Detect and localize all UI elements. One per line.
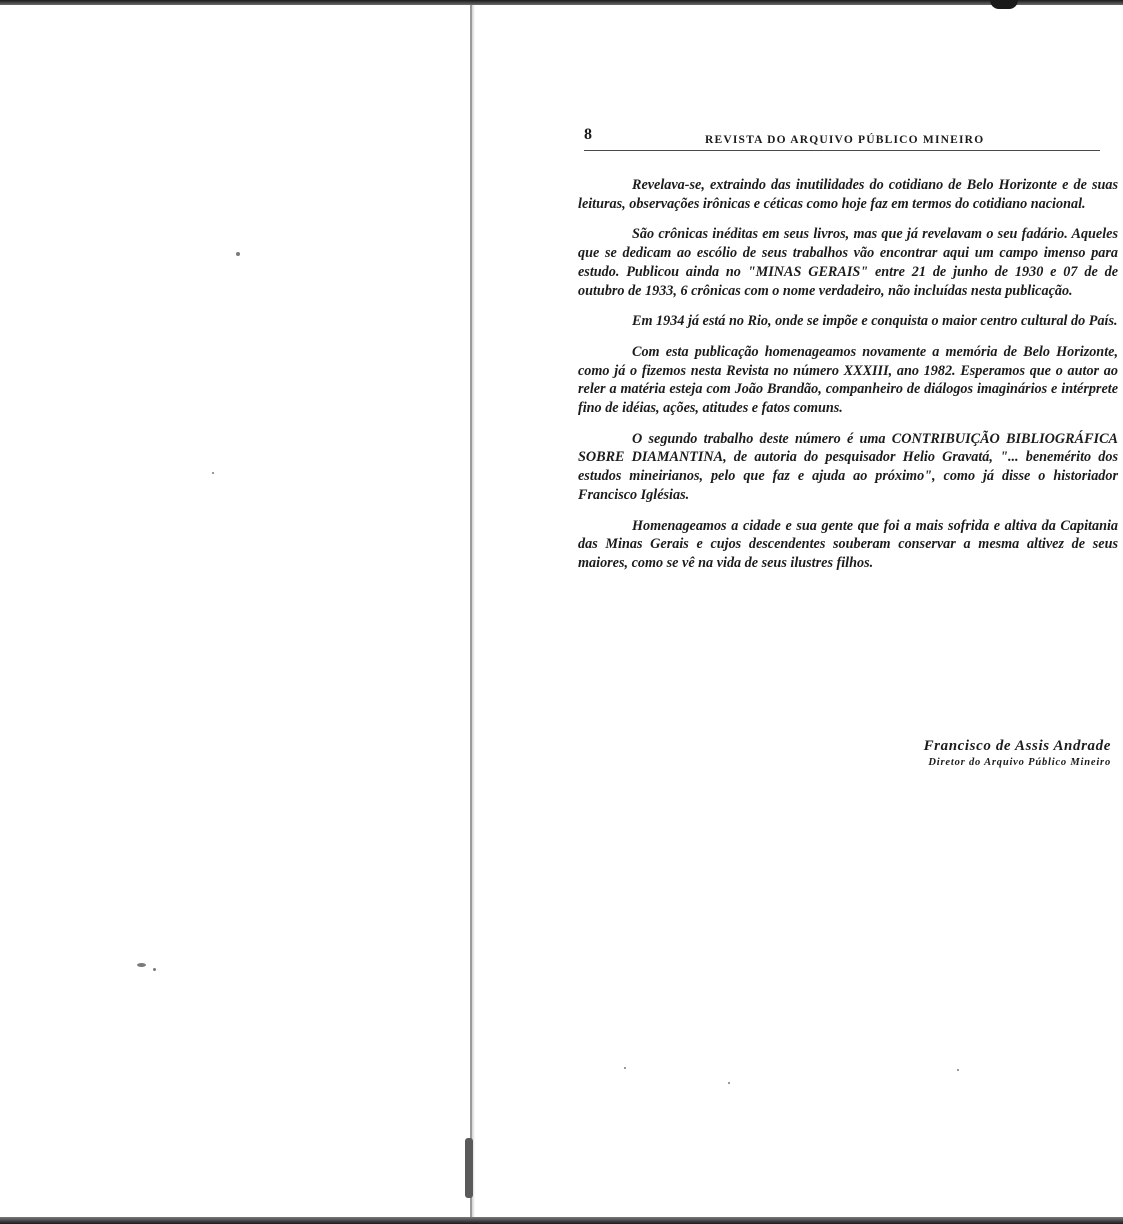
- running-head: [584, 126, 1100, 152]
- dust-speck: [728, 1082, 730, 1084]
- paragraph: Revelava-se, extraindo das inutilidades do cotidiano de Belo Horizonte e de suas leituras, observações irônicas e céticas como hoje faz em termos do cotidiano nacional.: [578, 177, 1118, 212]
- page-number: 8: [584, 126, 592, 143]
- paragraph: O segundo trabalho deste número é uma CONTRIBUIÇÃO BIBLIOGRÁFICA SOBRE DIAMANTINA, de autoria do pesquisador Helio Gravatá, "... benemérito dos estudos mineirianos, pelo que faz e ajuda ao próximo", como já disse o historiador Francisco Iglésias.: [578, 430, 1118, 503]
- dust-speck: [624, 1067, 626, 1069]
- paragraph: São crônicas inéditas em seus livros, mas que já revelavam o seu fadário. Aqueles que se dedicam ao escólio de seus trabalhos vão encontrar aqui um campo imenso para estudo. Publicou ainda no "MINAS GERAIS" entre 21 de junho de 1930 e 07 de de outubro de 1933, 6 crônicas com o nome verdadeiro, não incluídas nesta publicação.: [578, 226, 1118, 299]
- paragraph: Em 1934 já está no Rio, onde se impõe e conquista o maior centro cultural do País.: [632, 313, 1118, 330]
- dust-speck: [153, 968, 156, 971]
- top-scan-edge: [0, 0, 1123, 5]
- gutter-shadow: [472, 5, 475, 1217]
- paragraph: Homenageamos a cidade e sua gente que foi a mais sofrida e altiva da Capitania das Minas Gerais e cujos descendentes souberam conservar a mesma altivez de seus maiores, como se vê na vida de seus ilustres filhos.: [578, 517, 1118, 571]
- dust-speck: [957, 1069, 959, 1071]
- dust-speck: [236, 252, 240, 256]
- paragraph: Com esta publicação homenageamos novamente a memória de Belo Horizonte, como já o fizemos nesta Revista no número XXXIII, ano 1982. Esperamos que o autor ao reler a matéria esteja com João Brandão, companheiro de diálogos imaginários e intérprete fino de idéias, ações, atitudes e fatos comuns.: [578, 343, 1118, 417]
- signature-role: Diretor do Arquivo Público Mineiro: [928, 757, 1111, 768]
- gutter-ink-blot: [465, 1138, 473, 1198]
- dust-speck: [212, 472, 214, 474]
- signature-name: Francisco de Assis Andrade: [923, 738, 1111, 754]
- top-edge-ink-blot: [990, 0, 1018, 9]
- dust-speck: [137, 963, 146, 967]
- journal-title: REVISTA DO ARQUIVO PÚBLICO MINEIRO: [705, 134, 985, 146]
- signature-block: [808, 736, 1111, 770]
- bottom-scan-edge: [0, 1217, 1123, 1224]
- body-text: [578, 176, 1118, 585]
- header-rule: [584, 150, 1100, 151]
